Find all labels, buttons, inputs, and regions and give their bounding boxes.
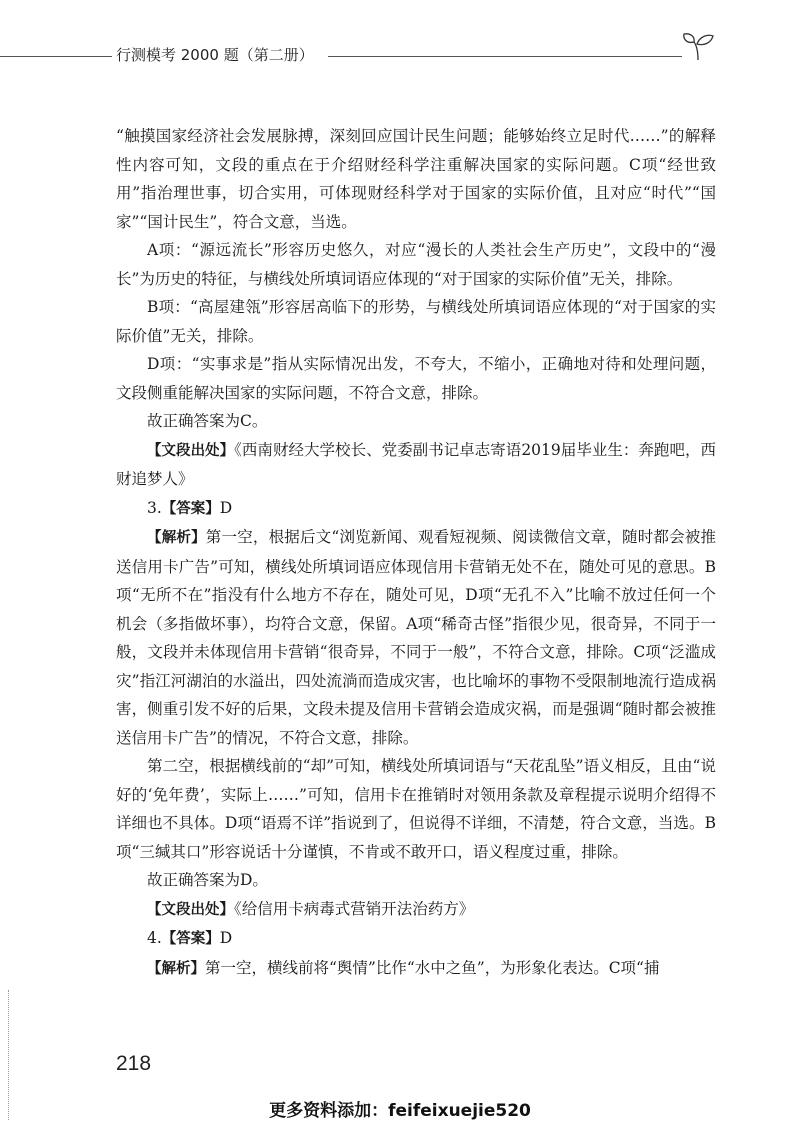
body-text — [116, 122, 716, 983]
source-citation: 【文段出处】《给信用卡病毒式营销开法治药方》 — [147, 899, 475, 918]
analysis: 【解析】第一空，根据后文“浏览新闻、观看短视频、阅读微信文章，随时都会被推送信用卡广告”可知，横线处所填词语应体现信用卡营销无处不在，随处可见的意思。B项“无所不在”指没有什么地方不存在，随处可见，D项“无孔不入”比喻不放过任何一个机会（多指做坏事），均符合文意，保留。A项“稀奇古怪”指很少见，很奇异，不同于一般，文段并未体现信用卡营销“很奇异，不同于一般”，不符合文意，排除。C项“泛滥成灾”指江河湖泊的水溢出，四处流淌而造成灾害，也比喻坏的事物不受限制地流行造成祸害，侧重引发不好的后果，文段未提及信用卡营销会造成灾祸，而是强调“随时都会被推送信用卡广告”的情况，不符合文意，排除。 — [116, 528, 717, 747]
footer-note: 更多资料添加：feifeixuejie520 — [269, 1101, 531, 1121]
paragraph: “触摸国家经济社会发展脉搏，深刻回应国计民生问题；能够始终立足时代……”的解释性内容可知，文段的重点在于介绍财经科学注重解决国家的实际问题。C项“经世致用”指治理世事，切合实用，可体现财经科学对于国家的实际价值，且对应“时代”“国家”“国计民生”，符合文意，当选。 — [116, 127, 716, 231]
header-rule-left — [0, 56, 112, 57]
header-rule-right — [328, 56, 682, 57]
answer-line — [116, 494, 716, 524]
source-citation: 【文段出处】《西南财经大学校长、党委副书记卓志寄语2019届毕业生：奔跑吧，西财追梦人》 — [116, 440, 716, 488]
answer-value: D — [219, 929, 233, 947]
answer-line — [116, 924, 716, 954]
running-header-title: 行测模考 2000 题（第二册） — [116, 46, 314, 64]
answer-tag: 【答案】 — [161, 500, 220, 517]
page-number: 218 — [116, 1052, 152, 1075]
analysis: 【解析】第一空，横线前将“舆情”比作“水中之鱼”，为形象化表达。C项“捕 — [147, 958, 660, 977]
source-tag: 【文段出处】 — [147, 901, 234, 918]
question-number: 3. — [147, 498, 162, 517]
question-number: 4. — [147, 929, 162, 947]
conclusion: 故正确答案为D。 — [147, 871, 268, 889]
answer-tag: 【答案】 — [161, 931, 220, 947]
sprout-icon — [680, 30, 720, 64]
analysis-tag: 【解析】 — [147, 960, 205, 977]
paragraph: B项：“高屋建瓴”形容居高临下的形势，与横线处所填词语应体现的“对于国家的实际价值”无关，排除。 — [116, 298, 716, 345]
paragraph: A项：“源远流长”形容历史悠久，对应“漫长的人类社会生产历史”，文段中的“漫长”为历史的特征，与横线处所填词语应体现的“对于国家的实际价值”无关，排除。 — [116, 241, 716, 288]
analysis-tag: 【解析】 — [147, 530, 206, 546]
source-tag: 【文段出处】 — [147, 442, 235, 459]
paragraph: D项：“实事求是”指从实际情况出发，不夸大，不缩小，正确地对待和处理问题，文段侧重能解决国家的实际问题，不符合文意，排除。 — [116, 355, 716, 402]
running-header — [0, 30, 800, 70]
conclusion: 故正确答案为C。 — [147, 412, 268, 430]
answer-value: D — [219, 498, 233, 517]
paragraph: 第二空，根据横线前的“却”可知，横线处所填词语与“天花乱坠”语义相反，且由“说好的‘免年费’，实际上……”可知，信用卡在推销时对领用条款及章程提示说明介绍得不详细也不具体。D项“语焉不详”指说到了，但说得不详细，不清楚，符合文意，当选。B项“三缄其口”形容说话十分谨慎，不肯或不敢开口，语义程度过重，排除。 — [116, 757, 716, 861]
